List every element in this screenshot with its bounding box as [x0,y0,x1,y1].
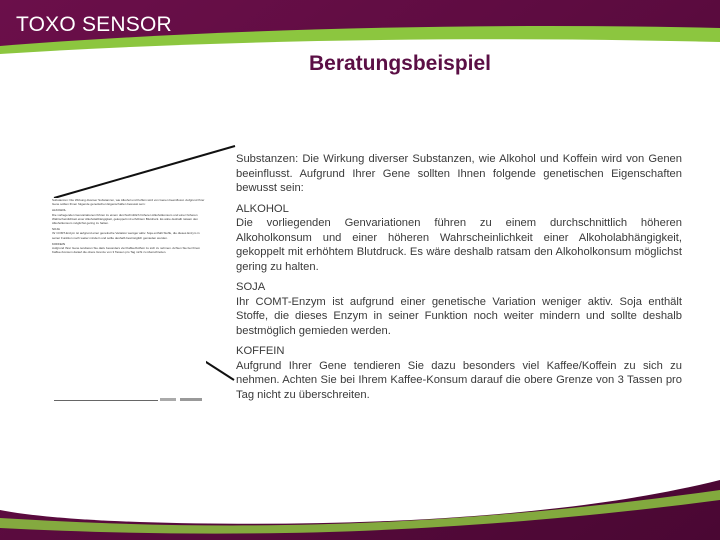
thumbnail-footer-mark [160,398,176,401]
thumbnail-intro: Substanzen: Die Wirkung diverser Substanzen, wie Alkohol und Koffein wird von Genen beeinflusst. Aufgrund Ihrer Gene sollten Ihnen folgende genetischen Eigenschaften bewusst sein: [52,198,205,207]
thumbnail-koffein-text: Aufgrund Ihrer Gene tendieren Sie dazu besonders viel Kaffee/Koffein zu sich zu nehmen. Achten Sie bei Ihrem Kaffee-Konsum darauf die obere Grenze von 3 Tassen pro Tag nicht zu überschreiten. [52,246,201,255]
page-title: Beratungsbeispiel [308,52,492,75]
thumbnail-footer [52,398,206,404]
zoomed-koffein-text: Aufgrund Ihrer Gene tendieren Sie dazu besonders viel Kaffee/Koffein zu sich zu nehmen. Achten Sie bei Ihrem Kaffee-Konsum darauf die obere Grenze von 3 Tassen pro Tag nicht zu überschreiten. [236,359,682,401]
thumbnail-koffein-heading: KOFFEIN [52,241,66,246]
thumbnail-footer-logo [180,398,202,401]
thumbnail-alkohol-text: Die vorliegenden Genvariationen führen zu einem durchschnittlich höheren Alkoholkonsum und einer höheren Wahrscheinlichkeit einer Alkoholabhängigkeit, gekoppelt mit erhöhtem Blutdruck. Es wäre deshalb ratsam den Alkoholkonsum möglichst gering zu halten. [52,212,198,226]
thumbnail-footer-rule [54,400,158,401]
zoomed-intro: Substanzen: Die Wirkung diverser Substanzen, wie Alkohol und Koffein wird von Genen beeinflusst. Aufgrund Ihrer Gene sollten Ihnen folgende genetischen Eigenschaften bewusst sein: [236,153,682,194]
zoomed-soja-text: Ihr COMT-Enzym ist aufgrund einer genetische Variation weniger aktiv. Soja enthält Stoffe, die dieses Enzym in seiner Funktion noch weiter mindern und sollte deshalb bestmöglich gemieden werden. [236,295,682,337]
zoomed-alkohol-text: Die vorliegenden Genvariationen führen zu einem durchschnittlich höheren Alkoholkonsum und einer höheren Wahrscheinlichkeit einer Alkoholabhängigkeit, gekoppelt mit erhöhtem Blutdruck. Es wäre deshalb ratsam den Alkoholkonsum möglichst gering zu halten. [236,217,682,273]
thumbnail-soja-heading: SOJA [52,227,60,232]
zoomed-soja-heading: SOJA [236,281,266,293]
zoomed-koffein-heading: KOFFEIN [236,345,285,357]
zoomed-text-section [236,152,682,408]
zoomed-alkohol-heading: ALKOHOL [236,202,289,215]
thumbnail-alkohol-heading: ALKOHOL [52,208,67,213]
brand-logo-text: TOXO SENSOR [16,13,172,36]
thumbnail-soja-text: Ihr COMT-Enzym ist aufgrund einer genetische Variation weniger aktiv. Soja enthält Stoffe, die dieses Enzym in seiner Funktion noch weiter mindern und sollte deshalb bestmöglich gemieden werden. [52,231,200,240]
document-thumbnail [52,198,206,408]
